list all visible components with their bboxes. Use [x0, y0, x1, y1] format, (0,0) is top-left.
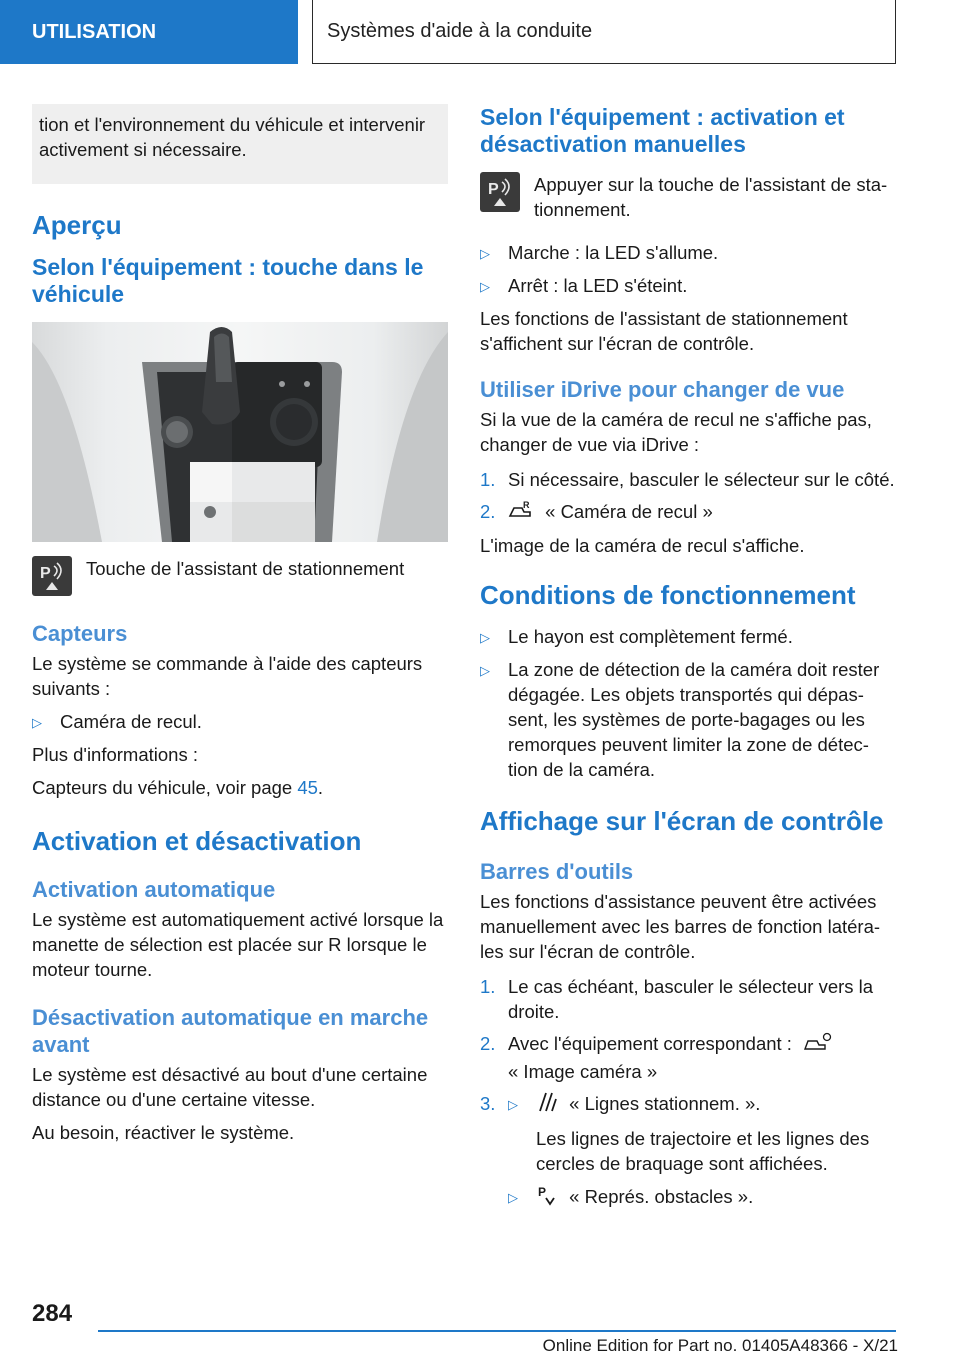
camera-settings-icon	[803, 1031, 833, 1059]
bullet-triangle-icon: ▷	[508, 1097, 518, 1113]
reactivate-text: Au besoin, réactiver le système.	[32, 1122, 295, 1143]
footer-divider	[98, 1330, 896, 1332]
svg-text:P: P	[40, 565, 51, 582]
bullet-triangle-icon: ▷	[480, 279, 490, 294]
bullet-triangle-icon: ▷	[480, 246, 490, 261]
note-box: tion et l'environnement du véhicule et intervenir activement si nécessaire.	[32, 104, 448, 184]
svg-text:P: P	[538, 1185, 547, 1200]
parking-lines-icon	[536, 1091, 558, 1119]
auto-deactivation-text: Le système est désactivé au bout d'une certaine distance ou d'une certaine vitesse.	[32, 1064, 428, 1110]
svg-text:R: R	[523, 500, 530, 511]
list-item: ▷ Marche : la LED s'allume.	[480, 240, 896, 266]
heading-auto-activation: Activation automatique	[32, 877, 276, 902]
bullet-triangle-icon: ▷	[480, 630, 490, 646]
image-displayed-text: L'image de la caméra de recul s'affiche.	[480, 535, 805, 557]
page-number: 284	[32, 1300, 73, 1327]
gear-selector-illustration	[32, 322, 448, 542]
more-info-label: Plus d'informations :	[32, 744, 198, 765]
list-item: 1. Le cas échéant, basculer le sélecteur vers la droite.	[480, 976, 874, 1023]
right-column	[480, 104, 896, 1219]
svg-text:P: P	[488, 181, 499, 198]
heading-apercu: Aperçu	[32, 210, 122, 240]
heading-toolbars: Barres d'outils	[480, 859, 634, 885]
caption-text: Touche de l'assistant de stationnement	[86, 558, 405, 579]
page-link[interactable]: 45	[297, 777, 318, 798]
capteurs-reference: Capteurs du véhicule, voir page 45.	[32, 777, 324, 798]
button-caption	[32, 556, 448, 596]
section-tab: UTILISATION	[0, 0, 298, 64]
list-item: 2. R « Caméra de recul »	[480, 499, 896, 526]
heading-auto-deactivation: Désactivation automatique en marche avant	[32, 1005, 429, 1057]
heading-conditions: Conditions de fonctionnement	[480, 580, 856, 611]
list-item: ▷ Le hayon est complètement fermé.	[480, 624, 896, 650]
heading-capteurs: Capteurs	[32, 621, 128, 646]
park-assist-button-icon	[32, 556, 72, 596]
parking-lines-description: Les lignes de trajectoire et les lignes des cercles de braquage sont affichées.	[536, 1128, 870, 1175]
heading-display: Affichage sur l'écran de contrôle	[480, 806, 884, 837]
park-assist-button-icon	[480, 172, 520, 212]
list-item: ▷ La zone de détection de la caméra doit rester dégagée. Les objets transportés qui dépas-sent, les systèmes de porte-bagages ou les remorques peuvent limiter la zone de détec-tion de la caméra.	[480, 659, 880, 781]
footer-edition: Online Edition for Part no. 01405A48366 - X/21	[542, 1336, 898, 1355]
heading-equipment-button: Selon l'équipement : touche dans le véhicule	[32, 254, 424, 307]
list-item: ▷ Caméra de recul.	[32, 709, 448, 735]
bullet-triangle-icon: ▷	[480, 663, 490, 679]
chapter-title: Systèmes d'aide à la conduite	[312, 0, 896, 64]
functions-text: Les fonctions de l'assistant de stationnement s'affichent sur l'écran de contrôle.	[480, 308, 848, 354]
heading-activation: Activation et désactivation	[32, 826, 362, 856]
rear-camera-icon	[508, 500, 534, 526]
heading-idrive: Utiliser iDrive pour changer de vue	[480, 377, 845, 402]
list-item: ▷ P « Représ. obstacles ».	[508, 1184, 896, 1212]
left-column	[32, 104, 448, 1153]
idrive-text: Si la vue de la caméra de recul ne s'affiche pas, changer de vue via iDrive :	[480, 409, 872, 455]
capteurs-text: Le système se commande à l'aide des capteurs suivants :	[32, 653, 423, 699]
list-item: 3. ▷ « Lignes stationnem. ».	[480, 1091, 896, 1119]
bullet-triangle-icon: ▷	[508, 1190, 518, 1206]
toolbars-text: Les fonctions d'assistance peuvent être activées manuellement avec les barres de fonction latéra-les sur l'écran de contrôle.	[480, 891, 881, 963]
bullet-triangle-icon: ▷	[32, 715, 42, 730]
console-photo	[32, 322, 448, 542]
auto-activation-text: Le système est automatiquement activé lorsque la manette de sélection est placée sur R lorsque le moteur tourne.	[32, 909, 444, 980]
list-item: ▷ Arrêt : la LED s'éteint.	[480, 273, 896, 299]
heading-manual-activation: Selon l'équipement : activation et désactivation manuelles	[480, 104, 845, 157]
list-item: 1. Si nécessaire, basculer le sélecteur sur le côté.	[480, 469, 895, 490]
list-item: 2. Avec l'équipement correspondant : « Image caméra »	[480, 1031, 896, 1084]
obstacle-display-icon	[536, 1184, 558, 1212]
press-button-instruction: P Appuyer sur la touche de l'assistant de sta-tionnement.	[480, 172, 896, 222]
